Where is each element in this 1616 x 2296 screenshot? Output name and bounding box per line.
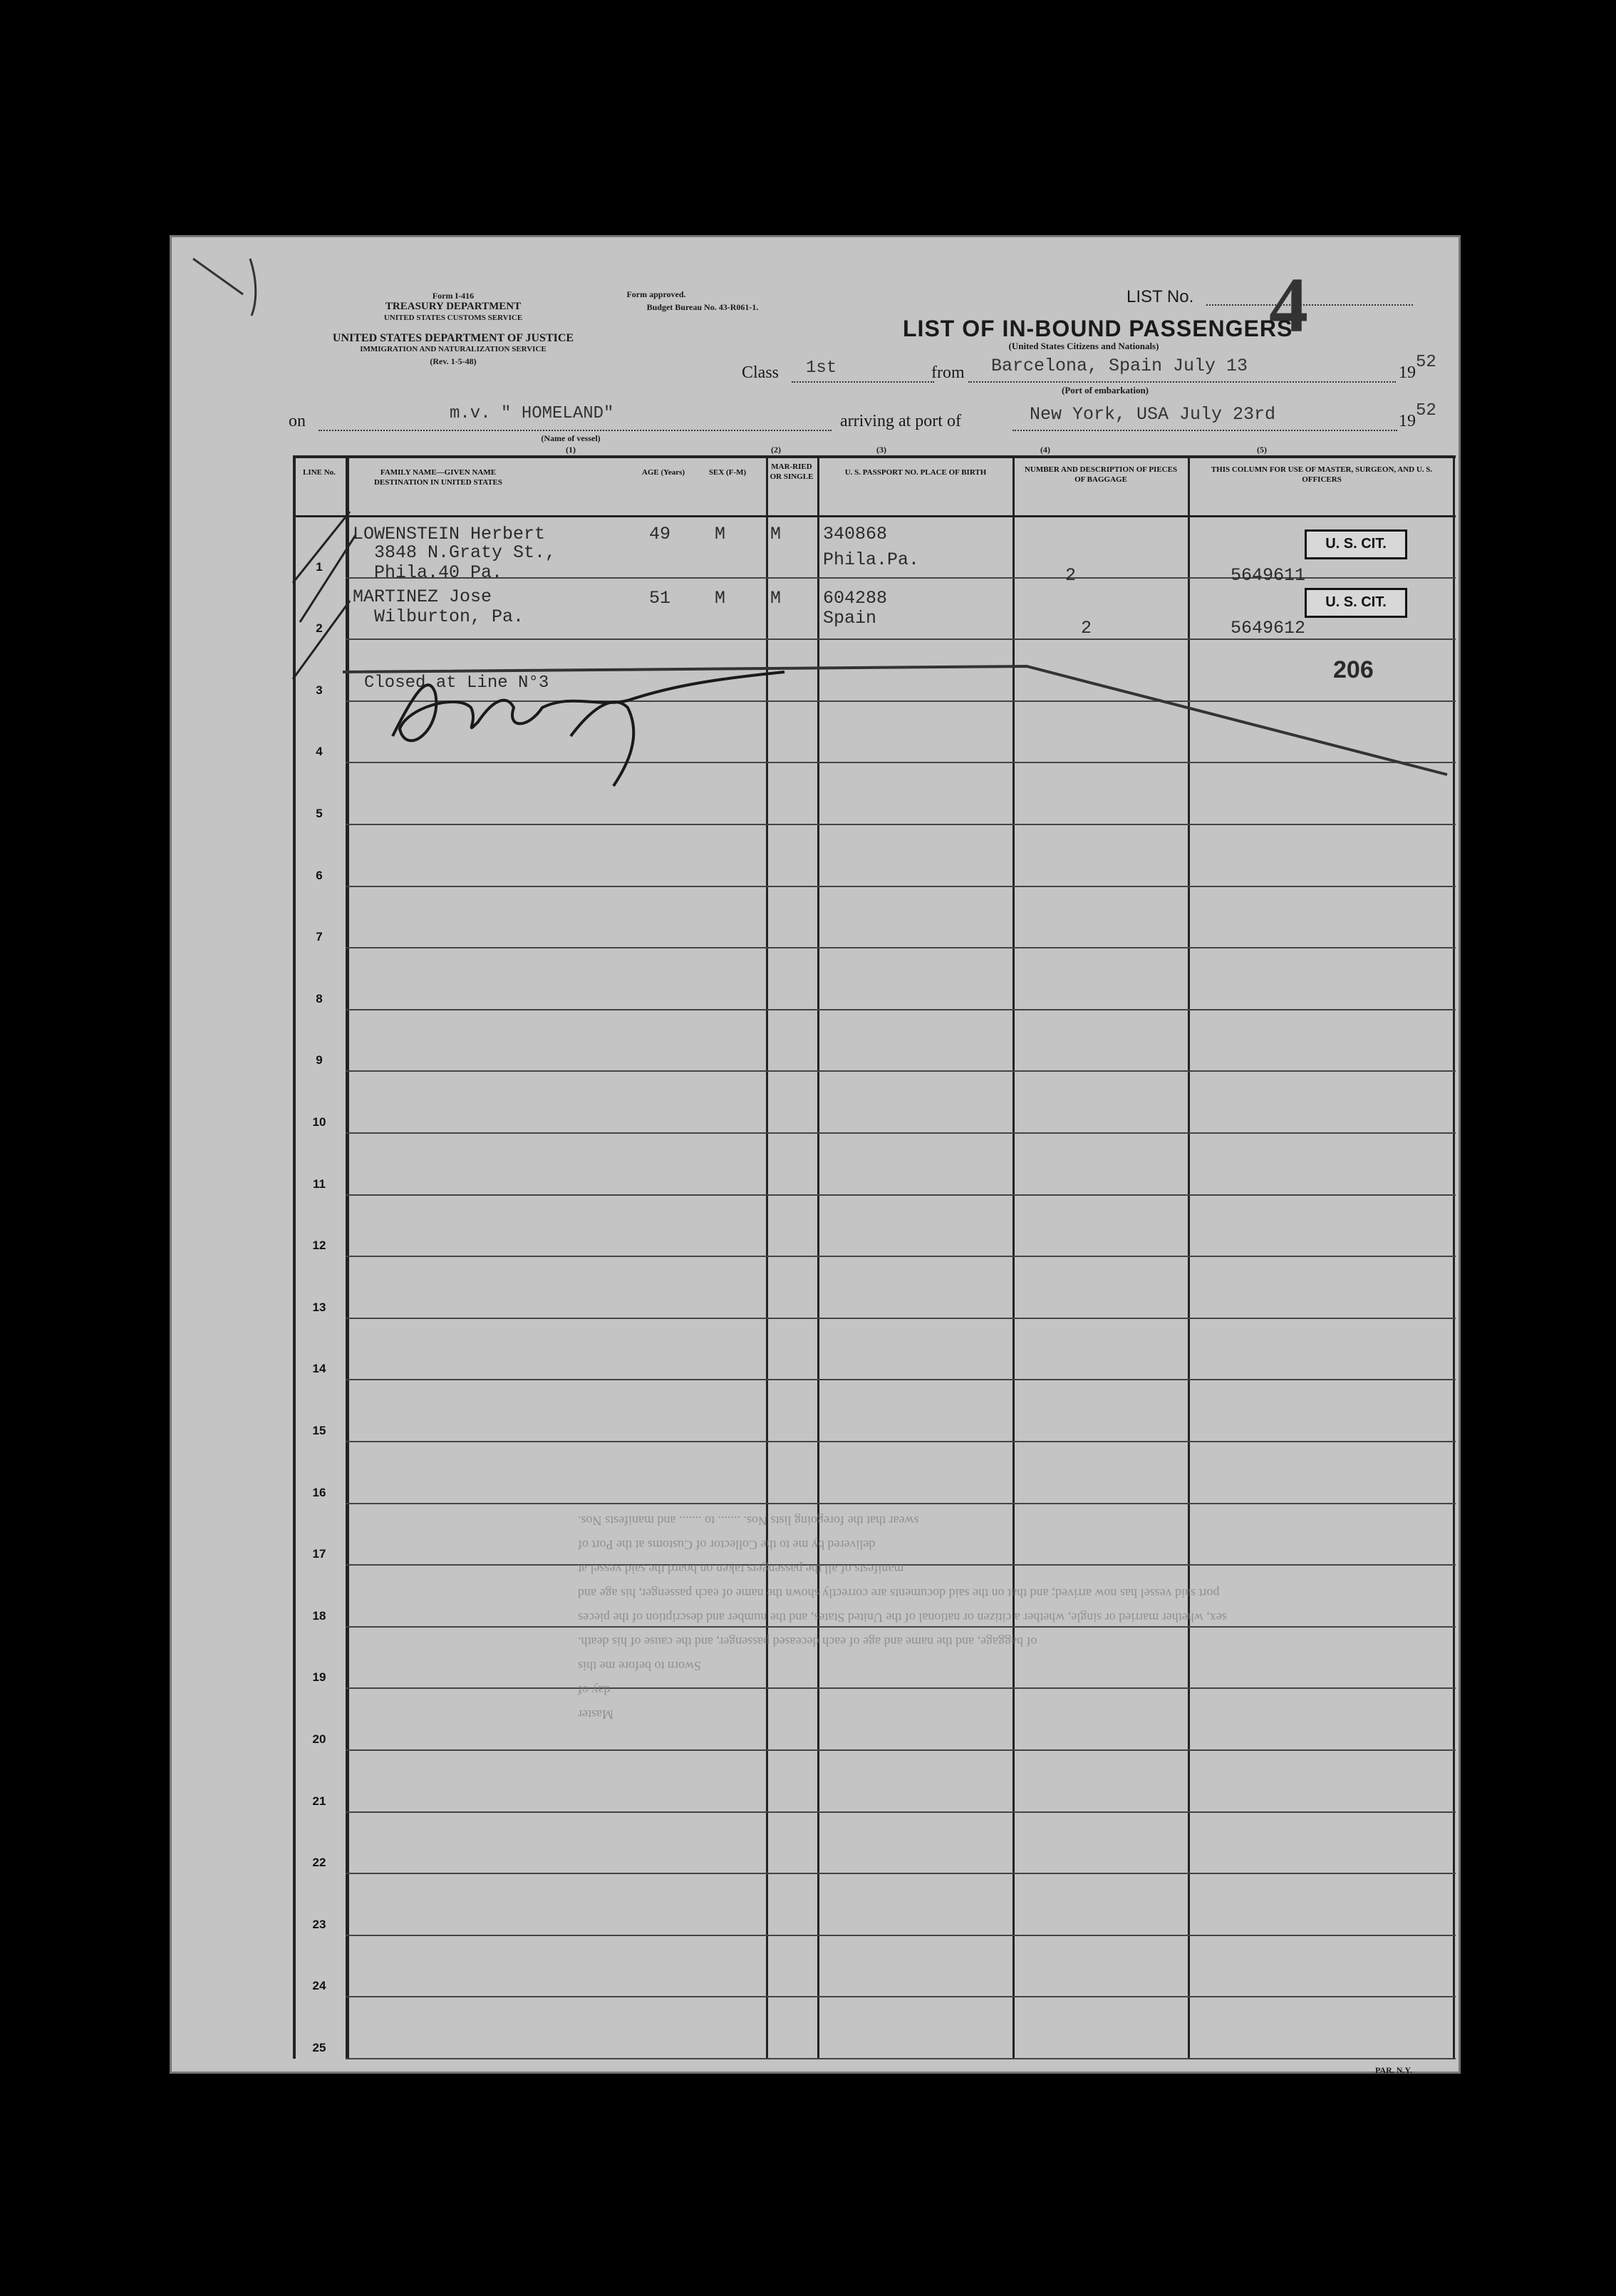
bleed-through-line: Sworn to before me this	[578, 1659, 701, 1673]
bleed-through-line: day of	[578, 1683, 611, 1697]
form-title: LIST OF IN-BOUND PASSENGERS	[903, 316, 1293, 341]
form-number: Form I-416	[432, 291, 475, 301]
row-rule	[346, 1935, 1456, 1936]
passenger-age: 51	[649, 588, 671, 609]
vessel-value: m.v. " HOMELAND"	[450, 404, 614, 423]
bleed-through-line: of baggage, and the name and age of each deceased passenger, and the cause of his death.	[578, 1635, 1037, 1649]
column-header-sex: SEX (F-M)	[708, 468, 747, 477]
list-no-value: 4	[1269, 262, 1308, 348]
row-rule	[346, 1441, 1456, 1442]
line-number: 1	[316, 559, 323, 574]
printer-mark: PAR. N.Y.	[1374, 2065, 1412, 2075]
row-rule	[346, 1379, 1456, 1380]
line-number: 13	[312, 1300, 326, 1314]
row-rule	[346, 1070, 1456, 1072]
line-number: 16	[312, 1485, 326, 1499]
line-number: 23	[312, 1917, 326, 1931]
line-number: 12	[312, 1239, 326, 1253]
from-line	[968, 381, 1396, 383]
column-header-officers: THIS COLUMN FOR USE OF MASTER, SURGEON, AND U. S. OFFICERS	[1211, 465, 1433, 484]
bleed-through-line: port said vessel has now arrived; and that on the said documents are correctly shown the name of each passenger, his age and	[578, 1586, 1220, 1601]
passenger-baggage: 2	[1081, 618, 1092, 638]
vessel-label: (Name of vessel)	[541, 433, 601, 443]
row-rule	[346, 1626, 1456, 1628]
row-rule	[346, 1194, 1456, 1196]
row-rule	[346, 638, 1456, 640]
officer-number: 5649612	[1231, 618, 1306, 638]
year-prefix-arrive: 19	[1399, 412, 1416, 430]
row-rule	[346, 2058, 1456, 2059]
year-from: 52	[1416, 353, 1436, 372]
line-number: 17	[312, 1547, 326, 1561]
passenger-baggage: 2	[1065, 565, 1077, 586]
passenger-passport: 604288	[823, 588, 888, 609]
line-number: 22	[312, 1856, 326, 1870]
port-embark-label: (Port of embarkation)	[1061, 385, 1149, 395]
corner-scribble	[193, 259, 256, 316]
arriving-value: New York, USA July 23rd	[1030, 404, 1276, 425]
row-rule	[346, 1132, 1456, 1134]
passenger-table	[293, 455, 1456, 2059]
passenger-married: M	[770, 524, 782, 544]
column-header-age: AGE (Years)	[641, 468, 685, 477]
row-rule	[346, 1009, 1456, 1010]
list-no-line	[1206, 304, 1413, 306]
column-header-baggage: NUMBER AND DESCRIPTION OF PIECES OF BAGGAGE	[1024, 465, 1178, 484]
row-rule	[346, 700, 1456, 702]
column-number-5: (5)	[1257, 445, 1267, 455]
arriving-label: arriving at port of	[840, 412, 961, 430]
passenger-address: Phila.40 Pa.	[374, 562, 503, 583]
line-number: 19	[312, 1670, 326, 1685]
justice-heading: UNITED STATES DEPARTMENT OF JUSTICE	[332, 332, 574, 344]
column-header-married: MAR-RIED OR SINGLE	[770, 462, 814, 481]
customs-heading: UNITED STATES CUSTOMS SERVICE	[383, 314, 523, 322]
line-number: 25	[312, 2041, 326, 2054]
on-label: on	[289, 412, 306, 430]
form-approved: Form approved.	[626, 289, 686, 299]
treasury-heading: TREASURY DEPARTMENT	[385, 301, 522, 312]
class-value: 1st	[806, 358, 837, 378]
passenger-birthplace: Spain	[823, 608, 877, 629]
row-rule	[346, 886, 1456, 887]
line-number: 5	[316, 807, 323, 820]
line-number: 14	[312, 1362, 326, 1376]
passenger-sex: M	[715, 524, 726, 544]
row-rule	[346, 1503, 1456, 1504]
row-rule	[346, 1873, 1456, 1874]
budget-bureau: Budget Bureau No. 43-R061-1.	[646, 302, 759, 312]
from-label: from	[931, 363, 965, 382]
row-rule	[346, 1256, 1456, 1257]
line-number: 21	[312, 1794, 326, 1808]
passenger-address: 3848 N.Graty St.,	[374, 542, 556, 563]
officer-number: 5649611	[1231, 565, 1306, 586]
line-number: 8	[316, 991, 323, 1005]
bleed-through-line: sex, whether married or single, whether a citizen or national of the United States, and the number and description of the pieces	[578, 1610, 1227, 1625]
passenger-age: 49	[649, 524, 671, 544]
line-number: 24	[312, 1979, 326, 1993]
line-number: 15	[312, 1424, 326, 1437]
class-label: Class	[742, 363, 779, 382]
list-no-label: LIST No.	[1126, 287, 1194, 306]
row-rule	[346, 1687, 1456, 1689]
from-value: Barcelona, Spain July 13	[991, 356, 1248, 376]
vessel-column-number: (1)	[566, 445, 576, 455]
column-header-passport: U. S. PASSPORT NO. PLACE OF BIRTH	[844, 468, 987, 477]
line-number: 9	[316, 1053, 323, 1067]
row-rule	[346, 824, 1456, 825]
table-top-rule	[293, 455, 1456, 458]
manifest-page	[170, 235, 1461, 2074]
passenger-married: M	[770, 588, 782, 609]
row-rule	[346, 1749, 1456, 1751]
bleed-through-line: manifests of all the passengers taken on board the said vessel at	[578, 1562, 904, 1576]
line-number: 18	[312, 1608, 326, 1623]
row-rule	[346, 947, 1456, 948]
passenger-name: LOWENSTEIN Herbert	[353, 524, 546, 544]
line-number: 11	[313, 1177, 326, 1191]
row-rule	[346, 1996, 1456, 1997]
citizen-stamp: U. S. CIT.	[1305, 529, 1407, 559]
page-stamp-number: 206	[1333, 656, 1374, 683]
line-number: 3	[316, 683, 323, 697]
bleed-through-line: swear that the foregoing lists Nos. ....... to ....... and manifests Nos.	[578, 1514, 919, 1528]
passenger-address: Wilburton, Pa.	[374, 606, 524, 627]
closed-note: Closed at Line N°3	[364, 673, 549, 693]
column-number-3: (3)	[876, 445, 886, 455]
column-number-2: (2)	[771, 445, 781, 455]
line-number: 4	[316, 745, 323, 759]
revision-note: (Rev. 1-5-48)	[430, 356, 477, 366]
line-number: 10	[312, 1115, 326, 1129]
vessel-line	[318, 430, 832, 431]
year-arrive: 52	[1416, 401, 1436, 420]
column-number-4: (4)	[1040, 445, 1050, 455]
citizen-stamp: U. S. CIT.	[1305, 588, 1407, 618]
passenger-passport: 340868	[823, 524, 888, 544]
class-line	[792, 381, 934, 383]
row-rule	[346, 1811, 1456, 1813]
passenger-birthplace: Phila.Pa.	[823, 549, 920, 570]
line-number: 7	[316, 930, 323, 944]
row-rule	[346, 762, 1456, 763]
column-header-line-no: LINE No.	[303, 468, 336, 477]
passenger-name: MARTINEZ Jose	[353, 586, 492, 607]
row-rule	[346, 1318, 1456, 1319]
line-number: 2	[316, 621, 323, 636]
header-bottom-rule	[293, 515, 1456, 517]
line-number: 6	[316, 868, 323, 882]
form-subtitle: (United States Citizens and Nationals)	[1008, 341, 1159, 351]
arriving-line	[1012, 430, 1397, 431]
ins-heading: IMMIGRATION AND NATURALIZATION SERVICE	[360, 345, 547, 353]
year-prefix-from: 19	[1399, 363, 1416, 382]
passenger-sex: M	[715, 588, 726, 609]
bleed-through-line: delivered by me to the Collector of Customs at the Port of	[578, 1538, 876, 1552]
bleed-through-line: Master	[578, 1707, 613, 1722]
line-number: 20	[312, 1732, 326, 1746]
column-header-name: FAMILY NAME—GIVEN NAME DESTINATION IN UNITED STATES	[373, 468, 503, 487]
